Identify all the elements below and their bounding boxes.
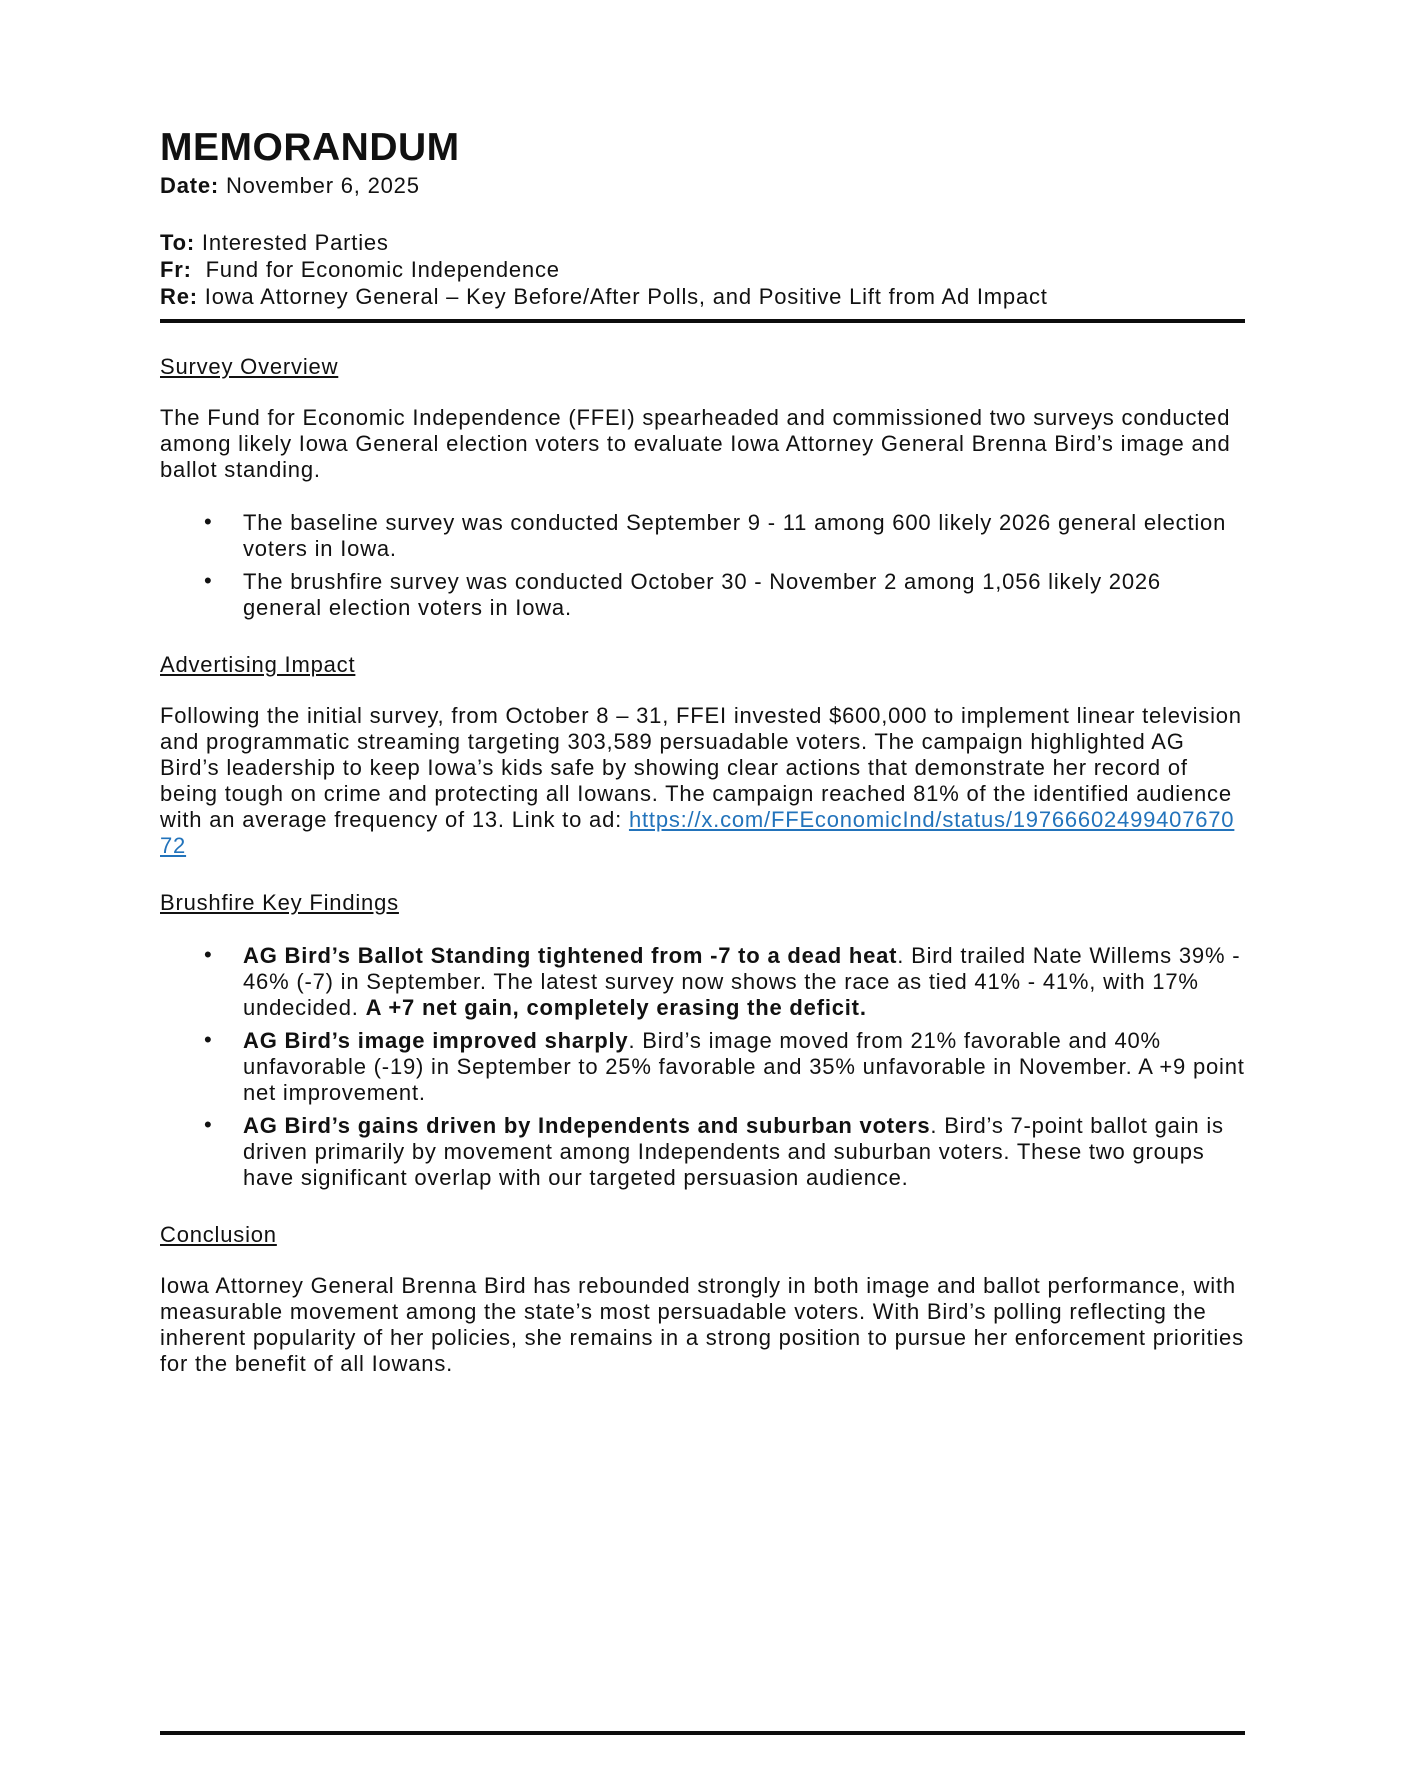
list-item [160, 569, 1245, 621]
from-label: Fr: [160, 257, 192, 282]
list-item [160, 510, 1245, 562]
list-item [160, 1028, 1245, 1106]
bullet-icon: • [204, 1112, 213, 1137]
re-value: Iowa Attorney General – Key Before/After Polls, and Positive Lift from Ad Impact [204, 284, 1048, 309]
advertising-impact-text: Following the initial survey, from October 8 – 31, FFEI invested $600,000 to implement linear television and programmatic streaming targeting 303,589 persuadable voters. The campaign highlighted AG Bird’s leadership to keep Iowa’s kids safe by showing clear actions that demonstrate her record of being tough on crime and protecting all Iowans. The campaign reached 81% of the identified audience with an average frequency of 13. Link to ad: [160, 703, 1242, 832]
conclusion-paragraph: Iowa Attorney General Brenna Bird has rebounded strongly in both image and ballot performance, with measurable movement among the state’s most persuadable voters. With Bird’s polling reflecting the inherent popularity of her policies, she remains in a strong position to pursue her enforcement priorities for the benefit of all Iowans. [160, 1273, 1244, 1376]
bullet-icon: • [204, 942, 213, 967]
brushfire-key-findings-heading: Brushfire Key Findings [160, 890, 399, 915]
bullet-icon: • [204, 1027, 213, 1052]
from-value: Fund for Economic Independence [205, 257, 560, 282]
finding-bold-lead: AG Bird’s image improved sharply [243, 1028, 629, 1053]
finding-body: . Bird trailed Nate Willems 39% - 46% (-7) in September. The latest survey now shows the race as tied 41% - 41%, with 17% undecided. [243, 943, 1241, 1020]
findings-list [160, 943, 1245, 1191]
survey-bullet-list [160, 510, 1245, 621]
date-label: Date: [160, 173, 220, 198]
footer-rule [160, 1731, 1245, 1735]
bullet-icon: • [204, 509, 213, 534]
conclusion-heading: Conclusion [160, 1222, 277, 1247]
survey-overview-paragraph: The Fund for Economic Independence (FFEI) spearheaded and commissioned two surveys conducted among likely Iowa General election voters to evaluate Iowa Attorney General Brenna Bird’s image and ballot standing. [160, 405, 1231, 482]
advertising-impact-paragraph [160, 703, 1245, 859]
survey-bullet-text: The baseline survey was conducted September 9 - 11 among 600 likely 2026 general election voters in Iowa. [243, 510, 1227, 561]
finding-bold-lead: AG Bird’s gains driven by Independents and suburban voters [243, 1113, 931, 1138]
list-item [160, 943, 1245, 1021]
finding-bold-tail: A +7 net gain, completely erasing the deficit. [365, 995, 867, 1020]
bullet-icon: • [204, 568, 213, 593]
date-row [160, 172, 1245, 199]
list-item [160, 1113, 1245, 1191]
finding-body: . Bird’s image moved from 21% favorable and 40% unfavorable (-19) in September to 25% favorable and 35% unfavorable in November. A +9 point net improvement. [243, 1028, 1245, 1105]
finding-body: . Bird’s 7-point ballot gain is driven primarily by movement among Independents and suburban voters. These two groups have significant overlap with our targeted persuasion audience. [243, 1113, 1224, 1190]
memo-document [160, 126, 1245, 1377]
to-value: Interested Parties [201, 230, 389, 255]
header-rule [160, 319, 1245, 323]
survey-bullet-text: The brushfire survey was conducted October 30 - November 2 among 1,056 likely 2026 general election voters in Iowa. [243, 569, 1161, 620]
re-label: Re: [160, 284, 198, 309]
finding-bold-lead: AG Bird’s Ballot Standing tightened from -7 to a dead heat [243, 943, 898, 968]
ad-link[interactable]: https://x.com/FFEconomicInd/status/1976660249940767072 [160, 807, 1235, 858]
re-row [160, 283, 1245, 310]
survey-overview-heading: Survey Overview [160, 354, 339, 379]
memo-title: MEMORANDUM [160, 126, 460, 169]
from-row [160, 256, 1245, 283]
date-value: November 6, 2025 [225, 173, 420, 198]
spacer [160, 199, 1245, 229]
advertising-impact-heading: Advertising Impact [160, 652, 356, 677]
to-label: To: [160, 230, 195, 255]
to-row [160, 229, 1245, 256]
